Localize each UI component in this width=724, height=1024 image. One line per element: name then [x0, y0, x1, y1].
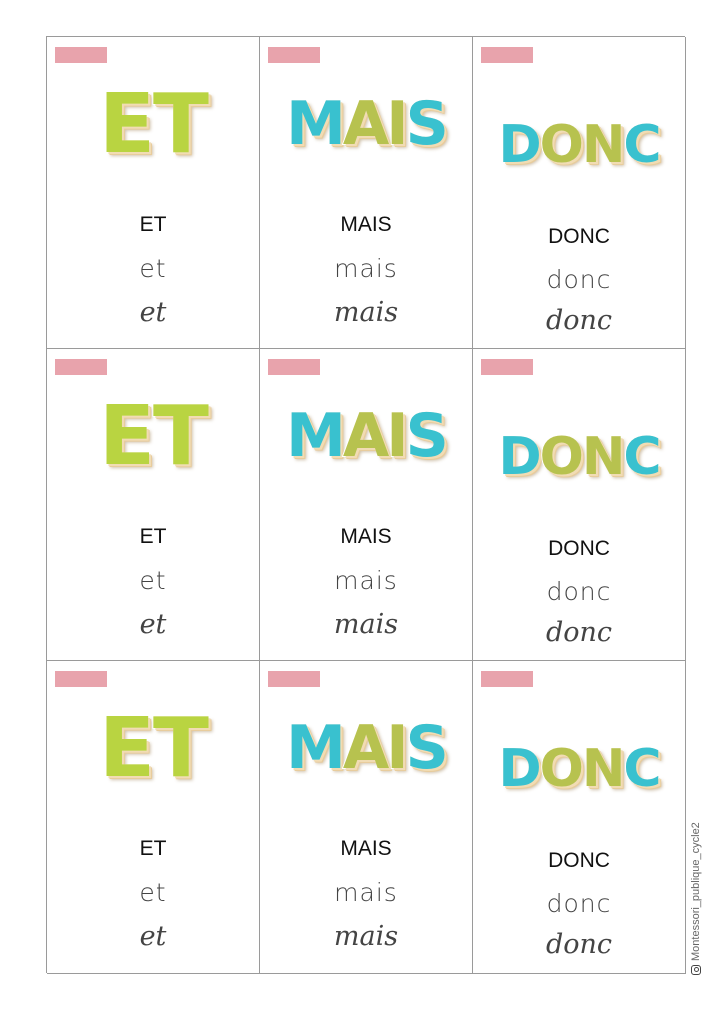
word-cursive: mais [333, 297, 399, 328]
word-script: mais [334, 566, 398, 595]
big-letters: DONC [498, 115, 660, 175]
big-letters: ET [99, 389, 207, 484]
pink-tag [55, 671, 107, 687]
word-print: ET [139, 837, 167, 860]
credit-watermark [690, 822, 702, 975]
word-print: MAIS [340, 525, 392, 548]
word-script: donc [546, 889, 612, 918]
word-card-sheet [46, 36, 685, 973]
word-cursive: mais [333, 921, 399, 952]
big-letters: MAIS [286, 401, 446, 471]
word-cursive: donc [545, 929, 613, 960]
card-donc [473, 661, 686, 974]
pink-tag [481, 47, 533, 63]
big-letters: ET [99, 701, 207, 796]
pink-tag [268, 359, 320, 375]
word-print: DONC [548, 537, 610, 560]
big-letters: DONC [498, 427, 660, 487]
card-et [47, 37, 260, 349]
card-et [47, 349, 260, 661]
big-letters: ET [99, 77, 207, 172]
word-cursive: donc [545, 305, 613, 336]
word-print: DONC [548, 225, 610, 248]
word-cursive: et [139, 921, 167, 952]
pink-tag [481, 671, 533, 687]
word-cursive: et [139, 609, 167, 640]
card-mais [260, 661, 473, 974]
word-cursive: donc [545, 617, 613, 648]
word-print: ET [139, 525, 167, 548]
credit-text: Montessori_publique_cycle2 [690, 822, 702, 961]
card-et [47, 661, 260, 974]
word-print: DONC [548, 849, 610, 872]
word-script: donc [546, 577, 612, 606]
word-print: MAIS [340, 213, 392, 236]
word-script: donc [546, 265, 612, 294]
big-letters: MAIS [286, 713, 446, 783]
card-donc [473, 349, 686, 661]
card-mais [260, 37, 473, 349]
card-donc [473, 37, 686, 349]
card-mais [260, 349, 473, 661]
word-script: mais [334, 254, 398, 283]
pink-tag [268, 47, 320, 63]
big-letters: MAIS [286, 89, 446, 159]
word-script: mais [334, 878, 398, 907]
pink-tag [268, 671, 320, 687]
word-cursive: et [139, 297, 167, 328]
big-letters: DONC [498, 739, 660, 799]
word-script: et [139, 878, 167, 907]
word-script: et [139, 566, 167, 595]
instagram-icon [691, 965, 701, 975]
word-cursive: mais [333, 609, 399, 640]
pink-tag [55, 359, 107, 375]
word-script: et [139, 254, 167, 283]
pink-tag [55, 47, 107, 63]
word-print: MAIS [340, 837, 392, 860]
pink-tag [481, 359, 533, 375]
word-print: ET [139, 213, 167, 236]
